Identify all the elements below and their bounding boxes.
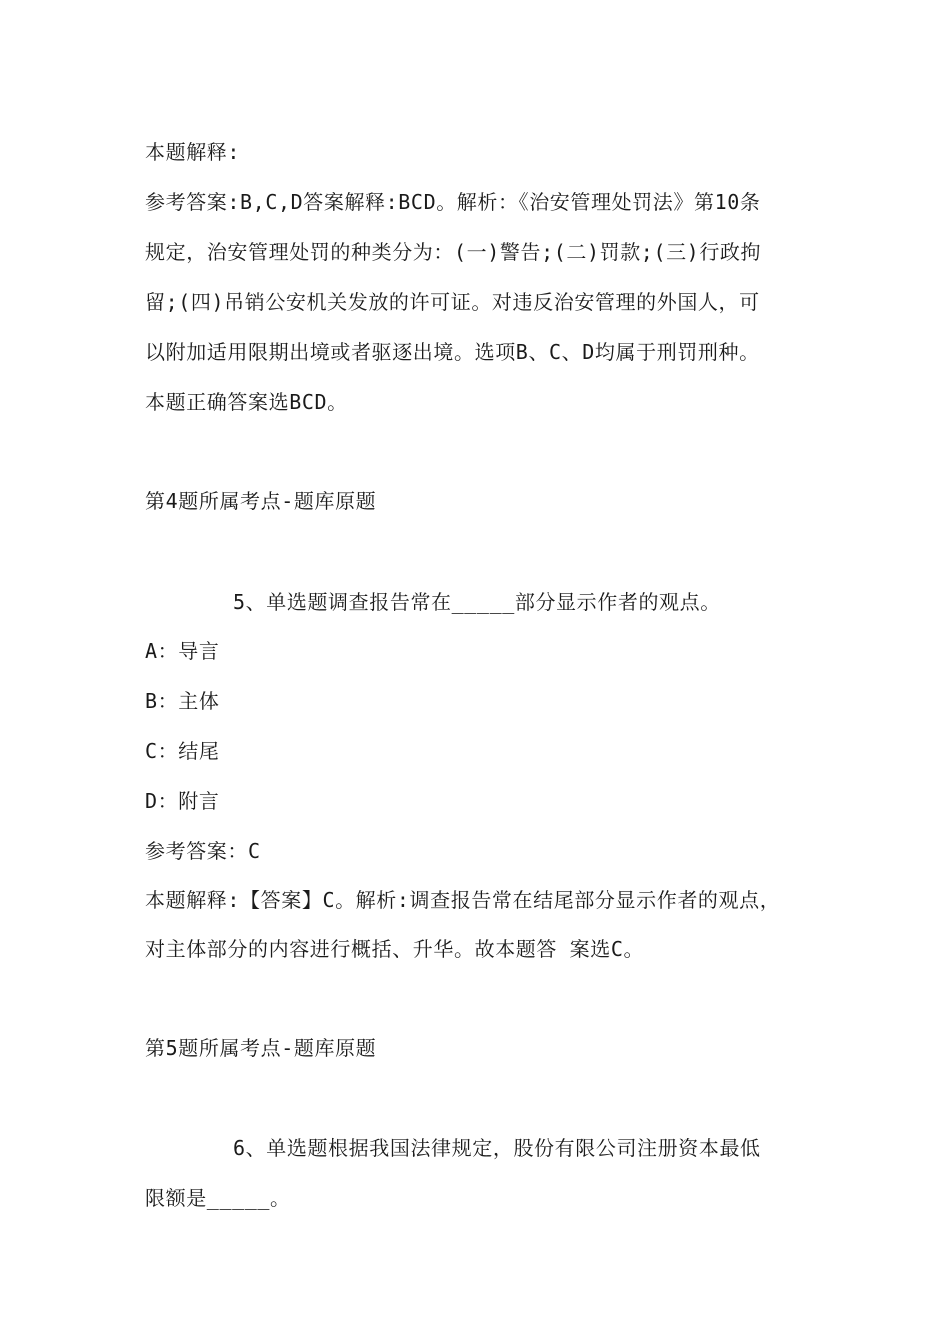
question-stem: 5、单选题调查报告常在_____部分显示作者的观点。: [233, 590, 721, 614]
question-stem-continued: 限额是_____。: [145, 1186, 291, 1210]
explanation-line: 规定，治安管理处罚的种类分为：(一)警告;(二)罚款;(三)行政拘: [145, 240, 762, 264]
option-d: D：附言: [145, 789, 220, 813]
option-a: A：导言: [145, 639, 220, 663]
explanation-line: 本题解释:【答案】C。解析:调查报告常在结尾部分显示作者的观点，: [145, 888, 781, 912]
explanation-line: 本题正确答案选BCD。: [145, 390, 348, 414]
option-b: B：主体: [145, 689, 220, 713]
question-point-label: 第5题所属考点-题库原题: [145, 1036, 377, 1060]
explanation-line: 以附加适用限期出境或者驱逐出境。选项B、C、D均属于刑罚刑种。: [145, 340, 760, 364]
explanation-line: 参考答案:B,C,D答案解释:BCD。解析：《治安管理处罚法》第10条: [145, 190, 761, 214]
explanation-line: 对主体部分的内容进行概括、升华。故本题答 案选C。: [145, 937, 645, 961]
question-point-label: 第4题所属考点-题库原题: [145, 489, 377, 513]
option-c: C：结尾: [145, 739, 220, 763]
explanation-line: 留;(四)吊销公安机关发放的许可证。对违反治安管理的外国人，可: [145, 290, 760, 314]
question-stem: 6、单选题根据我国法律规定，股份有限公司注册资本最低: [233, 1136, 761, 1160]
explanation-heading: 本题解释:: [145, 140, 241, 164]
reference-answer: 参考答案：C: [145, 839, 261, 863]
